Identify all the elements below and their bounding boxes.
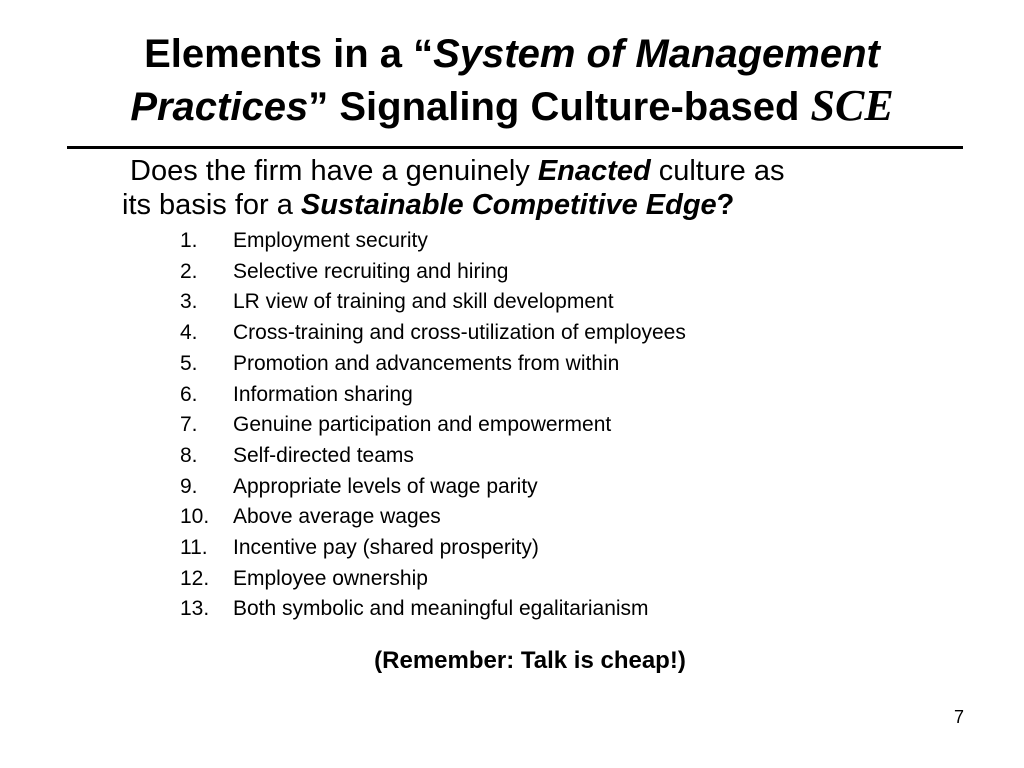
list-item bbox=[180, 594, 686, 625]
list-item-number: 11. bbox=[180, 536, 208, 560]
practices-list bbox=[180, 226, 686, 625]
list-item-number: 10. bbox=[180, 505, 210, 529]
list-item-number: 13. bbox=[180, 597, 210, 621]
list-item bbox=[180, 226, 686, 257]
list-item-text: Appropriate levels of wage parity bbox=[233, 474, 538, 498]
slide-title bbox=[40, 28, 984, 133]
list-item-text: Employee ownership bbox=[233, 566, 428, 590]
list-item-number: 5. bbox=[180, 351, 198, 375]
list-item-text: Promotion and advancements from within bbox=[233, 351, 620, 375]
list-item-text: Self-directed teams bbox=[233, 443, 414, 467]
list-item bbox=[180, 472, 686, 503]
list-item-text: LR view of training and skill development bbox=[233, 290, 614, 314]
title-divider bbox=[67, 146, 963, 149]
list-item bbox=[180, 380, 686, 411]
list-item-number: 9. bbox=[180, 474, 198, 498]
list-item-text: Genuine participation and empowerment bbox=[233, 413, 612, 437]
list-item-text: Information sharing bbox=[233, 382, 413, 406]
lead-enacted: Enacted bbox=[537, 155, 651, 187]
list-item bbox=[180, 287, 686, 318]
list-item-number: 1. bbox=[180, 229, 198, 252]
list-item bbox=[180, 318, 686, 349]
list-item bbox=[180, 257, 686, 288]
lead-question bbox=[122, 154, 930, 222]
remember-note: (Remember: Talk is cheap!) bbox=[374, 647, 686, 674]
list-item bbox=[180, 502, 686, 533]
title-italic: System of Management Practices bbox=[130, 32, 880, 129]
list-item bbox=[180, 349, 686, 380]
list-item bbox=[180, 441, 686, 472]
lead-part-3: its basis for a bbox=[122, 189, 301, 221]
list-item-text: Selective recruiting and hiring bbox=[233, 259, 509, 283]
list-item bbox=[180, 533, 686, 564]
title-sce: SCE bbox=[810, 81, 894, 130]
list-item-text: Both symbolic and meaningful egalitarianism bbox=[233, 597, 649, 621]
lead-edge: Sustainable Competitive Edge bbox=[300, 189, 717, 221]
lead-part-1: Does the firm have a genuinely bbox=[130, 155, 538, 187]
title-part-1: Elements in a “ bbox=[144, 32, 434, 76]
list-item-number: 2. bbox=[180, 259, 198, 283]
list-item bbox=[180, 564, 686, 595]
list-item-number: 8. bbox=[180, 443, 198, 467]
list-item-text: Incentive pay (shared prosperity) bbox=[233, 536, 539, 560]
list-item-number: 4. bbox=[180, 321, 198, 345]
list-item-text: Employment security bbox=[233, 229, 428, 252]
list-item-number: 6. bbox=[180, 382, 198, 406]
list-item-number: 3. bbox=[180, 290, 198, 314]
title-part-2: ” Signaling Culture-based bbox=[308, 85, 811, 129]
list-item-number: 12. bbox=[180, 566, 210, 590]
lead-part-4: ? bbox=[716, 189, 735, 221]
list-item bbox=[180, 410, 686, 441]
page-number: 7 bbox=[953, 707, 964, 727]
list-item-text: Cross-training and cross-utilization of employees bbox=[233, 321, 686, 345]
list-item-text: Above average wages bbox=[233, 505, 441, 529]
lead-part-2: culture as bbox=[650, 155, 785, 187]
list-item-number: 7. bbox=[180, 413, 198, 437]
